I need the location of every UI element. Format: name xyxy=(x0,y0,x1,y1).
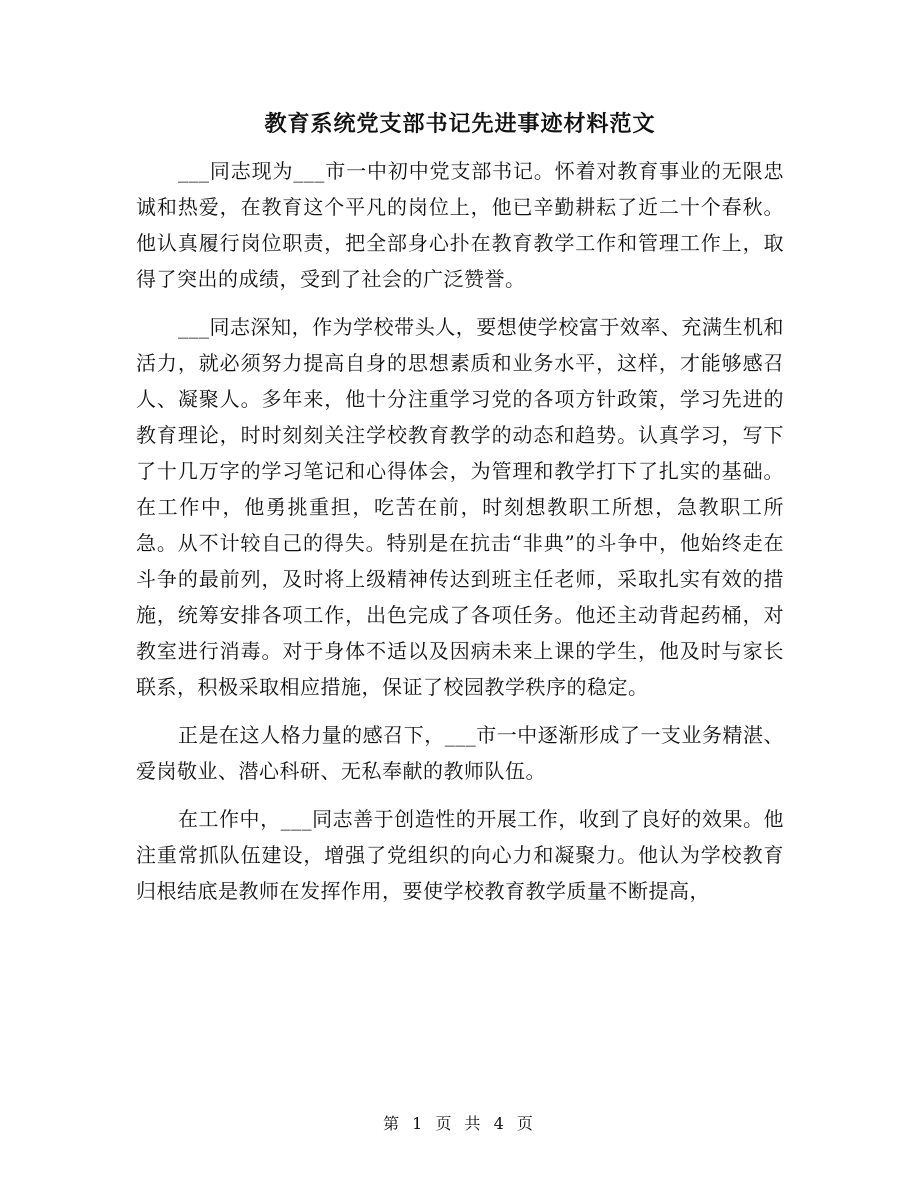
paragraph-4: 在工作中，___同志善于创造性的开展工作，收到了良好的效果。他注重常抓队伍建设，增强了党组织的向心力和凝聚力。他认为学校教育归根结底是教师在发挥作用，要使学校教育教学质量不断提高， xyxy=(136,807,784,903)
paragraph-1: ___同志现为___市一中初中党支部书记。怀着对教育事业的无限忠诚和热爱，在教育这个平凡的岗位上，他已辛勤耕耘了近二十个春秋。他认真履行岗位职责，把全部身心扑在教育教学工作和管理工作上，取得了突出的成绩，受到了社会的广泛赞誉。 xyxy=(136,159,784,291)
document-title: 教育系统党支部书记先进事迹材料范文 xyxy=(264,111,656,137)
document-body xyxy=(136,153,784,921)
page-footer: 第 1 页 共 4 页 xyxy=(383,1114,537,1133)
paragraph-3: 正是在这人格力量的感召下，___市一中逐渐形成了一支业务精湛、爱岗敬业、潜心科研、无私奉献的教师队伍。 xyxy=(136,723,784,783)
paragraph-2: ___同志深知，作为学校带头人，要想使学校富于效率、充满生机和活力，就必须努力提高自身的思想素质和业务水平，这样，才能够感召人、凝聚人。多年来，他十分注重学习党的各项方针政策，学习先进的教育理论，时时刻刻关注学校教育教学的动态和趋势。认真学习，写下了十几万字的学习笔记和心得体会，为管理和教学打下了扎实的基础。在工作中，他勇挑重担，吃苦在前，时刻想教职工所想，急教职工所急。从不计较自己的得失。特别是在抗击“非典”的斗争中，他始终走在斗争的最前列，及时将上级精神传达到班主任老师，采取扎实有效的措施，统筹安排各项工作，出色完成了各项任务。他还主动背起药桶，对教室进行消毒。对于身体不适以及因病未来上课的学生，他及时与家长联系，积极采取相应措施，保证了校园教学秩序的稳定。 xyxy=(136,315,784,699)
